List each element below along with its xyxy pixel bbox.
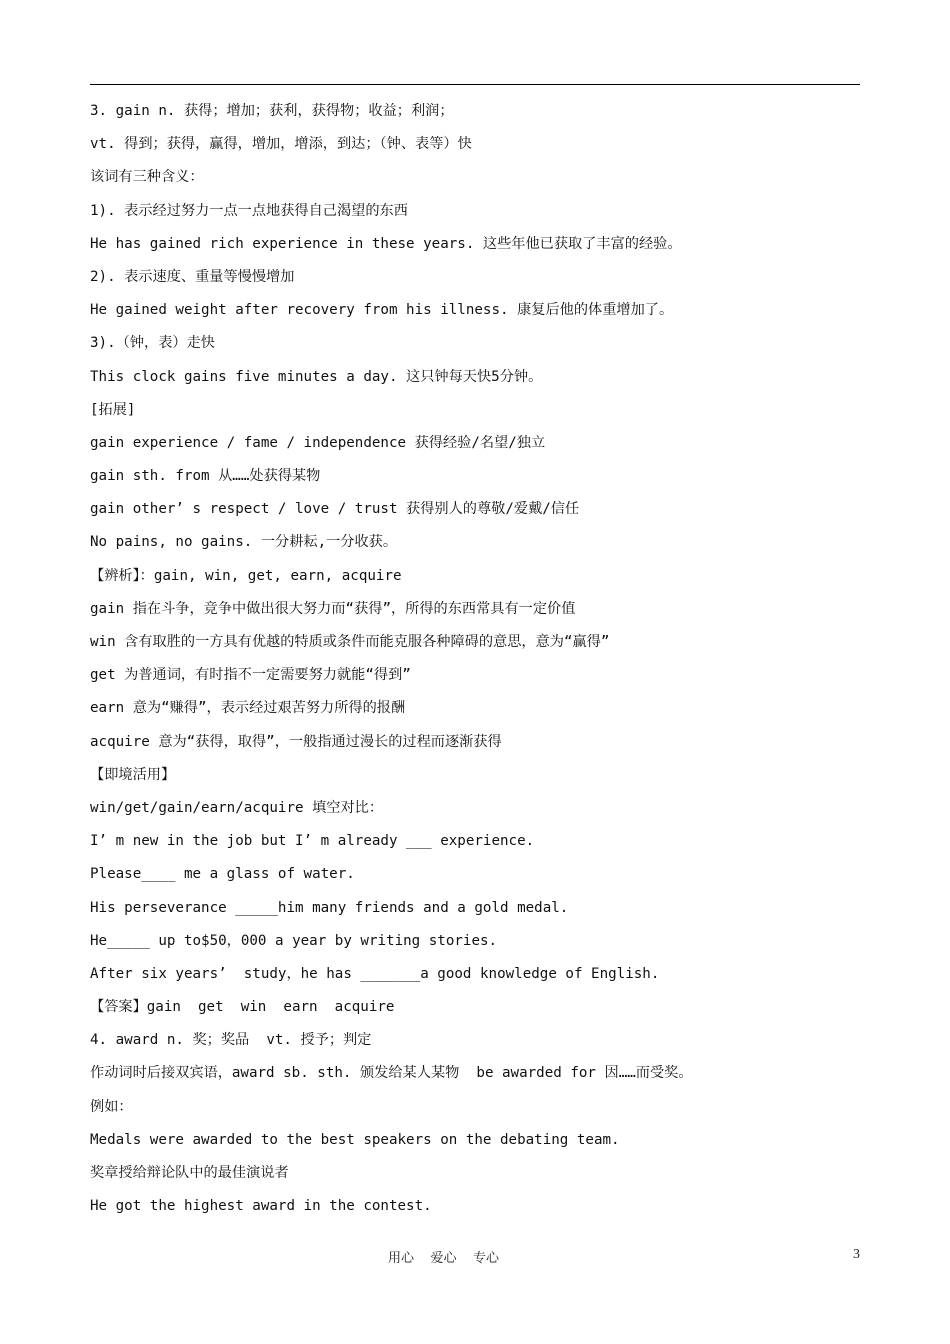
- text-line: win 含有取胜的一方具有优越的特质或条件而能克服各种障碍的意思，意为“赢得”: [90, 634, 610, 650]
- text-line: After six years’ study，he has _______a good knowledge of English.: [90, 965, 660, 982]
- text-line: acquire 意为“获得，取得”，一般指通过漫长的过程而逐渐获得: [90, 733, 502, 750]
- document-body: [90, 95, 860, 1223]
- page-footer: [0, 1247, 950, 1269]
- text-line: gain other’ s respect / love / trust 获得别人的尊敬/爱戴/信任: [90, 501, 580, 518]
- text-line: 3. gain n. 获得；增加；获利，获得物；收益；利润；: [90, 103, 454, 119]
- page-number: 3: [853, 1247, 860, 1262]
- text-line: 作动词时后接双宾语，award sb. sth. 颁发给某人某物 be awarded for 因……而受奖。: [90, 1065, 693, 1082]
- text-line: 1). 表示经过努力一点一点地获得自己渴望的东西: [90, 202, 408, 219]
- text-line: He_____ up to$50，000 a year by writing stories.: [90, 932, 498, 949]
- text-line: 【答案】gain get win earn acquire: [90, 999, 395, 1016]
- text-line: [拓展]: [90, 401, 136, 418]
- text-line: 【即境活用】: [90, 766, 176, 783]
- text-line: 该词有三种含义：: [90, 169, 204, 186]
- text-line: He has gained rich experience in these years. 这些年他已获取了丰富的经验。: [90, 235, 682, 252]
- text-line: vt. 得到；获得，赢得，增加，增添，到达；（钟、表等）快: [90, 136, 472, 153]
- text-line: He gained weight after recovery from his illness. 康复后他的体重增加了。: [90, 302, 674, 319]
- text-line: win/get/gain/earn/acquire 填空对比：: [90, 799, 384, 816]
- text-line: Medals were awarded to the best speakers on the debating team.: [90, 1131, 620, 1148]
- text-line: 3).（钟，表）走快: [90, 335, 215, 352]
- text-line: This clock gains five minutes a day. 这只钟每天快5分钟。: [90, 368, 543, 385]
- text-line: gain 指在斗争，竞争中做出很大努力而“获得”，所得的东西常具有一定价值: [90, 600, 576, 617]
- text-line: No pains, no gains. 一分耕耘,一分收获。: [90, 534, 398, 551]
- text-line: 4. award n. 奖；奖品 vt. 授予；判定: [90, 1032, 372, 1049]
- text-line: 例如：: [90, 1098, 133, 1115]
- text-line: 【辨析】：gain, win, get, earn, acquire: [90, 567, 402, 584]
- text-line: gain sth. from 从……处获得某物: [90, 468, 321, 485]
- header-rule: [90, 84, 860, 85]
- text-line: I’ m new in the job but I’ m already ___ experience.: [90, 833, 535, 850]
- text-line: get 为普通词，有时指不一定需要努力就能“得到”: [90, 667, 411, 684]
- text-line: earn 意为“赚得”，表示经过艰苦努力所得的报酬: [90, 700, 406, 717]
- text-line: gain experience / fame / independence 获得经验/名望/独立: [90, 434, 546, 451]
- text-line: 奖章授给辩论队中的最佳演说者: [90, 1165, 289, 1181]
- text-line: 2). 表示速度、重量等慢慢增加: [90, 268, 295, 285]
- text-line: Please____ me a glass of water.: [90, 866, 355, 883]
- footer-motto: 用心 爱心 专心: [388, 1251, 500, 1266]
- text-line: He got the highest award in the contest.: [90, 1198, 432, 1215]
- text-line: His perseverance _____him many friends and a gold medal.: [90, 899, 569, 916]
